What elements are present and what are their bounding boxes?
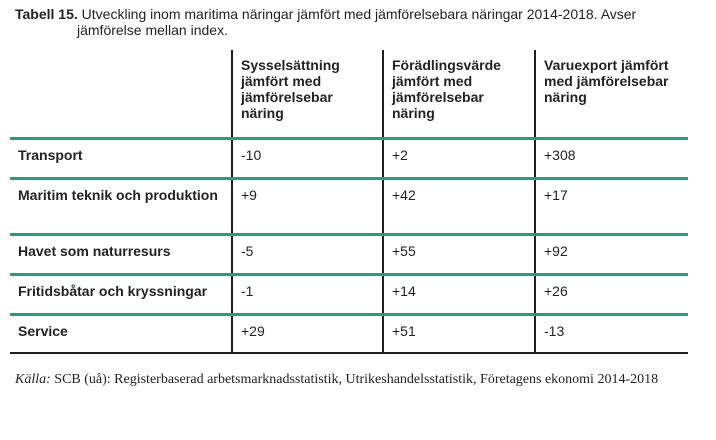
row-label: Havet som naturresurs xyxy=(10,234,232,274)
row-label: Fritidsbåtar och kryssningar xyxy=(10,274,232,314)
header-cell-foradlingsvarde: Förädlingsvärde jämfört med jämförelsebar näring xyxy=(383,50,535,138)
header-cell-varuexport: Varuexport jämfört med jämförelsebar näring xyxy=(535,50,688,138)
table-cell: +17 xyxy=(535,178,688,234)
row-label: Transport xyxy=(10,138,232,178)
caption-text-line2: jämförelse mellan index. xyxy=(77,22,228,38)
table-row xyxy=(10,314,688,353)
table-cell: -1 xyxy=(232,274,383,314)
header-cell-empty xyxy=(10,50,232,138)
table-caption xyxy=(15,6,705,38)
header-row xyxy=(10,50,688,138)
table-cell: +42 xyxy=(383,178,535,234)
row-label: Service xyxy=(10,314,232,353)
table-cell: +26 xyxy=(535,274,688,314)
table-cell: -10 xyxy=(232,138,383,178)
row-label: Maritim teknik och produktion xyxy=(10,178,232,234)
table-cell: +29 xyxy=(232,314,383,353)
data-table xyxy=(10,50,688,354)
table-cell: +14 xyxy=(383,274,535,314)
source-note xyxy=(15,368,710,391)
table-row xyxy=(10,178,688,234)
header-cell-sysselsattning: Sysselsättning jämfört med jämförelsebar näring xyxy=(232,50,383,138)
table-cell: +55 xyxy=(383,234,535,274)
table-cell: -13 xyxy=(535,314,688,353)
table-row xyxy=(10,138,688,178)
table-row xyxy=(10,234,688,274)
source-text: SCB (uå): Registerbaserad arbetsmarknadsstatistik, Utrikeshandelsstatistik, Företagens ekonomi 2014-2018 xyxy=(54,372,659,387)
table-cell: +9 xyxy=(232,178,383,234)
table-cell: +2 xyxy=(383,138,535,178)
caption-label: Tabell 15. xyxy=(15,6,78,22)
source-label: Källa: xyxy=(15,372,51,387)
caption-text-line1: Utveckling inom maritima näringar jämfört med jämförelsebara näringar 2014-2018. Avser xyxy=(81,6,637,22)
table-cell: +51 xyxy=(383,314,535,353)
table-cell: +308 xyxy=(535,138,688,178)
table-cell: +92 xyxy=(535,234,688,274)
table-cell: -5 xyxy=(232,234,383,274)
table-row xyxy=(10,274,688,314)
